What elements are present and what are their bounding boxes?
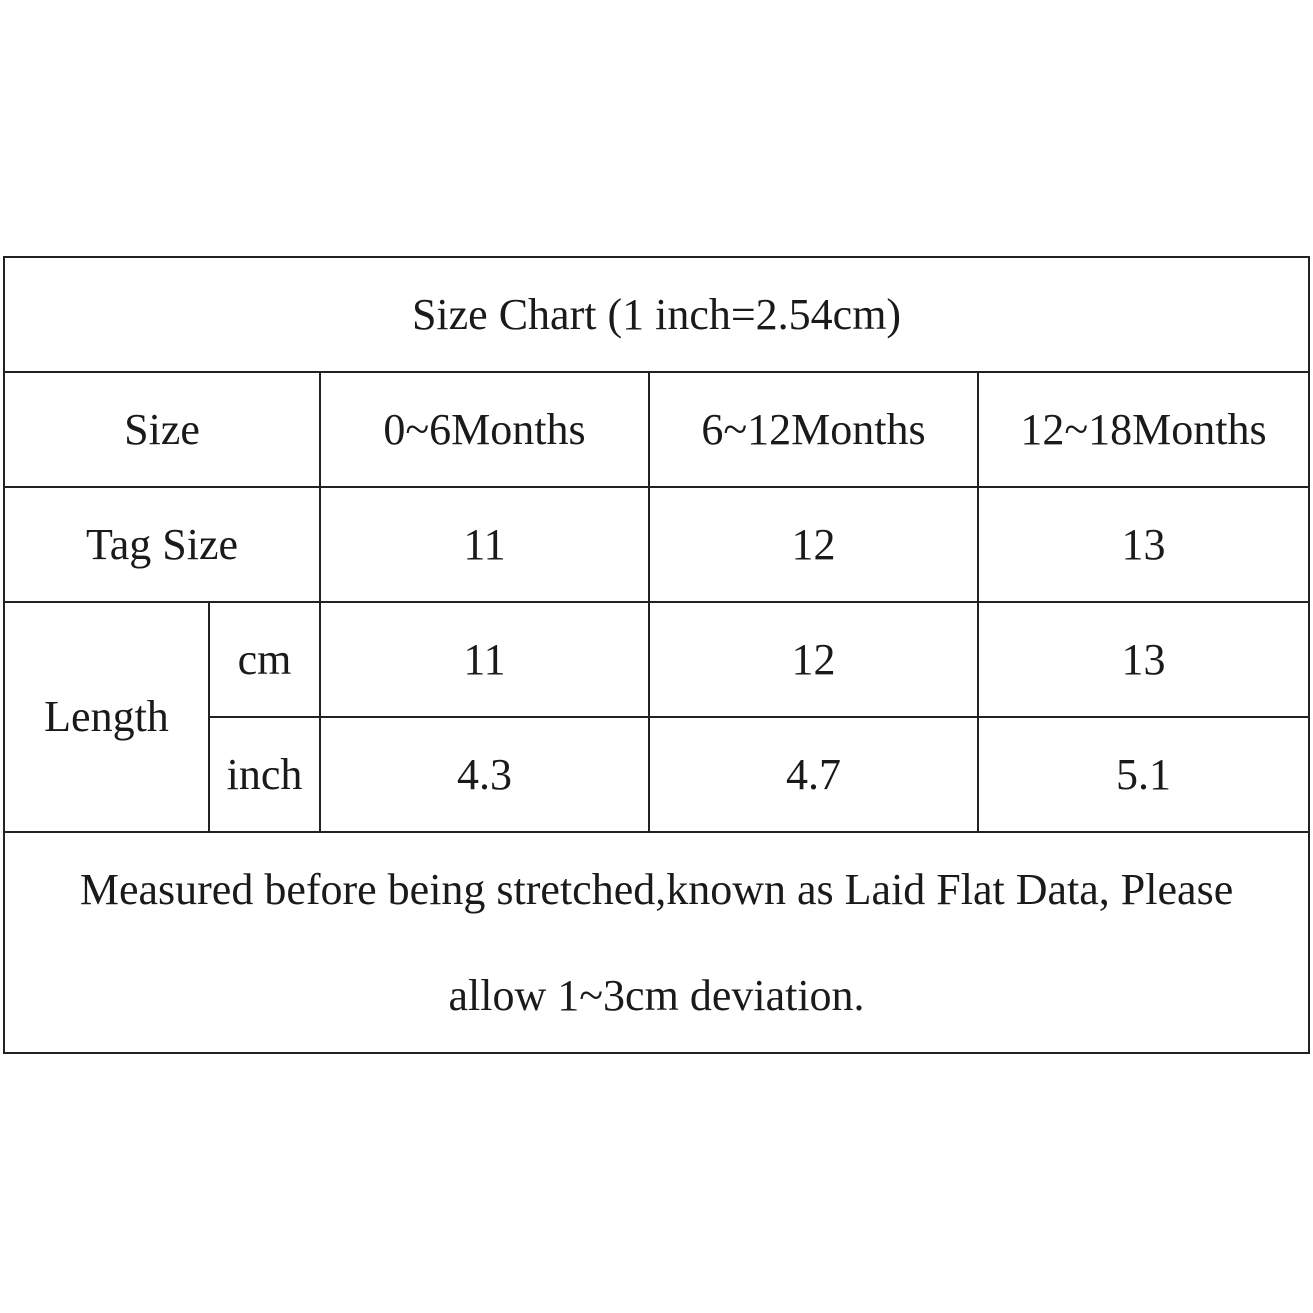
length-cm-value: 11 xyxy=(320,602,649,717)
length-cm-row xyxy=(4,602,1309,717)
tag-size-label: Tag Size xyxy=(4,487,320,602)
title-row xyxy=(4,257,1309,372)
size-chart-title: Size Chart (1 inch=2.54cm) xyxy=(4,257,1309,372)
size-label: Size xyxy=(4,372,320,487)
length-inch-value: 4.7 xyxy=(649,717,978,832)
length-inch-value: 4.3 xyxy=(320,717,649,832)
length-cm-value: 13 xyxy=(978,602,1309,717)
note-row xyxy=(4,832,1309,1053)
tag-size-value: 11 xyxy=(320,487,649,602)
length-inch-value: 5.1 xyxy=(978,717,1309,832)
size-row xyxy=(4,372,1309,487)
measurement-note xyxy=(4,832,1309,1053)
note-line-1: Measured before being stretched,known as Laid Flat Data, Please xyxy=(79,864,1234,914)
size-value: 12~18Months xyxy=(978,372,1309,487)
size-chart-table xyxy=(3,256,1310,1054)
length-cm-value: 12 xyxy=(649,602,978,717)
tag-size-value: 13 xyxy=(978,487,1309,602)
cm-label: cm xyxy=(209,602,320,717)
size-value: 6~12Months xyxy=(649,372,978,487)
tag-size-row xyxy=(4,487,1309,602)
tag-size-value: 12 xyxy=(649,487,978,602)
size-value: 0~6Months xyxy=(320,372,649,487)
inch-label: inch xyxy=(209,717,320,832)
length-label: Length xyxy=(4,602,209,832)
note-line-2: allow 1~3cm deviation. xyxy=(448,970,865,1020)
